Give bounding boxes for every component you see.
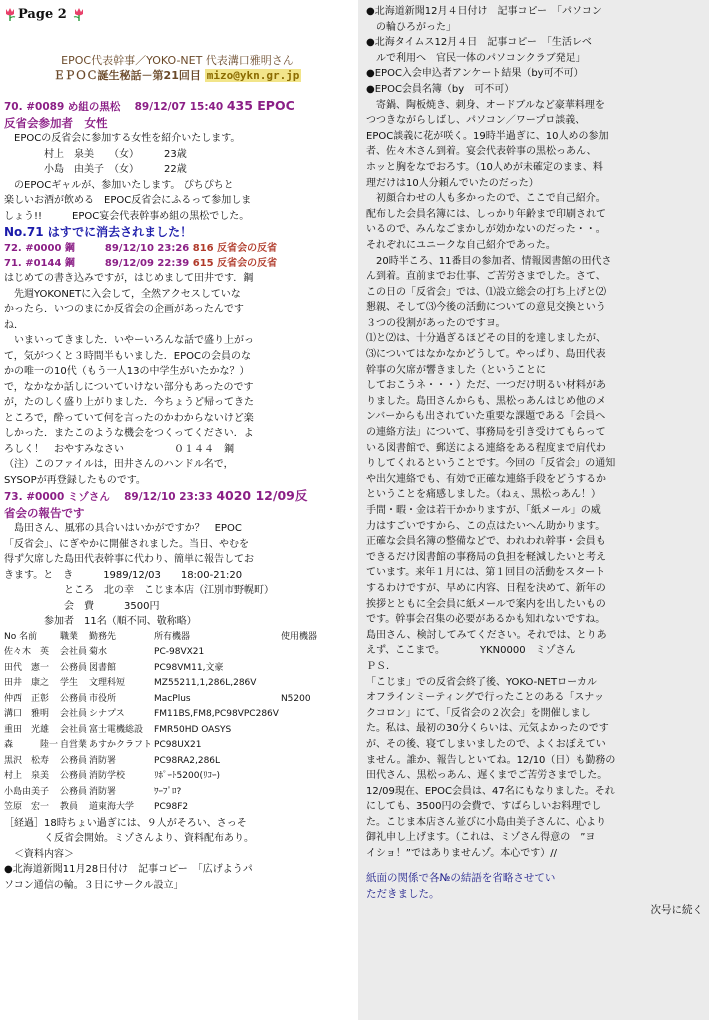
post-71-body: はじめての書き込みですが，はじめまして田井です．鋼 先週YOKONETに入会して，全然アクセスしていな かったら．いつのまにか反省会の企画があったんです ね． いまいってきました．いやーいろんな話で盛り上がっ て，気がつくと３時間半もいました．EPOCの会員のな かの唯一の10代（もう一人13の中学生がいたかな？） で，なかなか話しについていけない部分もあったのです が，たのしく盛り上がりました．今ちょうど帰ってきた ところで，酔っていて何を言ったのかわからないけど楽 しかった．またこのような機会をつくってください．よ ろしく！ おやすみなさい ０１４４ 鋼 （注）このファイルは，田井さんのハンドル名で， SYSOPが再登録したものです。 xyxy=(4,273,254,486)
body-line: クコロン」にて、「反省会の２次会」を開催しまし xyxy=(366,707,591,719)
member-cell: 使用機器 xyxy=(280,631,317,642)
post-73-continued xyxy=(366,4,703,862)
post-73-tail: ［経過］18時ちょい過ぎには、９人がそろい、さっそ く反省会開始。ミゾさんより、資料配布あり。 ＜資料内容＞ ●北海道新聞11月28日付け 記事コピー 「広げようパ ソコン通信の輪。３日にサークル設立」 xyxy=(4,817,254,891)
member-row xyxy=(4,769,319,785)
member-cell: 消防署 xyxy=(89,786,117,797)
member-cell: N5200 xyxy=(280,693,311,704)
body-line: この日の「反省会」では、⑴設立総会の打ち上げと⑵ xyxy=(366,286,606,298)
reply-71-header: 71. #0144 鋼 89/12/09 22:39 615 反省会の反省 xyxy=(4,258,278,269)
member-cell xyxy=(281,754,319,770)
body-line: ３つの役割があったのですヨ。 xyxy=(366,317,506,329)
member-cell: PC98RA2,286L xyxy=(154,755,221,766)
post-70-title: 反省会参加者 女性 xyxy=(4,116,108,130)
post-73-body: 島田さん、風邪の具合いはいかがですか？ EPOC 「反省会」、にぎやかに開催されました。当日、やむを 得ず欠席した島田代表幹事に代わり、簡単に報告してお きます。と き 1989/12/03 18:00-21:20 ところ 北の幸 こじま本店（江別市野幌町） 会 費 3500円 参加者 11名（順不同、敬称略） xyxy=(4,523,274,627)
body-line: 20時半ころ、11番目の参加者、情報図書館の田代さ xyxy=(366,255,612,267)
member-row xyxy=(4,800,319,816)
page-label: Page 2 xyxy=(18,6,67,22)
body-line: 御礼申し上げます。（これは、ミゾさん得意の ”ヨ xyxy=(366,832,596,844)
member-cell xyxy=(281,645,319,661)
body-line: ということを痛感しました。（ねぇ、黒松っあん！） xyxy=(366,489,601,501)
body-line: です。幹事会召集の必要があるかも知れないですね。 xyxy=(366,614,606,626)
member-cell: PC98UX21 xyxy=(154,740,202,750)
member-cell: PC98F2 xyxy=(154,802,189,812)
body-line: ＰＳ． xyxy=(366,660,396,672)
body-line: ●北海道新聞12月４日付け 記事コピー 「パソコン xyxy=(366,6,602,17)
member-cell xyxy=(281,769,319,785)
member-cell: 公務員 xyxy=(60,755,88,766)
member-cell: No 名前 xyxy=(4,631,38,642)
body-line: 12/09現在、EPOC会員は、47名にもなりました。それ xyxy=(366,785,615,797)
continued-next-issue: 次号に続く xyxy=(650,903,703,916)
author-email: mizo@ykn.gr.jp xyxy=(206,69,300,82)
post-70-header: 70. #0089 め組の黒松 89/12/07 15:40 435 EPOC xyxy=(4,98,295,113)
member-cell: 会社員 xyxy=(60,647,88,657)
member-cell xyxy=(281,800,319,816)
member-cell: ﾘﾎﾟｰﾄ5200(ﾘｺｰ) xyxy=(154,771,220,781)
body-line: 正確な会員名簿の整備などで、われわれ幹事・会員も xyxy=(366,536,606,548)
body-line: ん到着。直前までお仕事、ご苦労さまでした。さて、 xyxy=(366,271,606,283)
post-73-header: 73. #0000 ミゾさん 89/12/10 23:33 4020 12/09反 xyxy=(4,488,308,503)
body-line: ●EPOC入会申込者アンケート結果（by可不可） xyxy=(366,68,584,80)
body-line: それぞれにユニークな自己紹介であった。 xyxy=(366,239,556,251)
body-line: えず、ここまで。 YKN0000 ミゾさん xyxy=(366,645,576,657)
body-line: ルで利用へ 官民一体のパソコンクラブ発足」 xyxy=(366,52,586,64)
member-row xyxy=(4,754,319,770)
member-row xyxy=(4,645,319,661)
member-row xyxy=(4,692,319,708)
body-line: や出欠連絡でも、有効で正確な連絡手段をどうするか xyxy=(366,473,606,485)
body-line: ません。誰か、報告しといてね。12/10（日）も勤務の xyxy=(366,754,616,766)
member-cell: 田代 憲一 xyxy=(4,662,50,673)
member-cell: PC98VM11,文豪 xyxy=(154,662,224,673)
body-line: 配布した会員名簿には、しっかり年齢まで印刷されて xyxy=(366,208,606,220)
member-cell: ﾜｰﾌﾟﾛ? xyxy=(154,786,182,797)
member-cell: 図書館 xyxy=(89,662,117,673)
body-line: 「こじま」での反省会終了後、YOKO-NETローカル xyxy=(366,676,597,688)
member-cell: 公務員 xyxy=(60,662,88,673)
member-cell: 会社員 xyxy=(60,709,88,719)
body-line: の連絡方法」について、事務局を引き受けてもらって xyxy=(366,427,606,439)
body-line: た。私は、最初の30分くらいは、元気よかったのです xyxy=(366,723,609,735)
member-cell: 村上 泉美 xyxy=(4,771,50,781)
member-cell xyxy=(281,723,319,739)
member-cell: FMR50HD OASYS xyxy=(154,724,232,735)
member-row xyxy=(4,661,319,677)
member-cell: 田井 康之 xyxy=(4,678,50,688)
body-line: りました。島田さんからも、黒松っあんはじめ他のメ xyxy=(366,395,606,407)
body-line: ⑶についてはなかなかどうして。やっぱり、島田代表 xyxy=(366,349,606,361)
member-row xyxy=(4,707,319,723)
body-line: 挨拶とともに全会員に紙メールで案内を出したいもの xyxy=(366,598,606,610)
page-header xyxy=(4,4,351,24)
member-cell xyxy=(281,707,319,723)
member-cell: 公務員 xyxy=(60,786,88,797)
member-row xyxy=(4,785,319,801)
member-cell xyxy=(281,676,319,692)
member-cell: 森 陸一 xyxy=(4,740,59,750)
member-row xyxy=(4,738,319,754)
body-line: しておこうネ・・・）ただ、一つだけ明るい材料があ xyxy=(366,380,606,392)
body-line: が、その後、寝てしまいましたので、よくおぼえてい xyxy=(366,738,606,750)
member-cell: 市役所 xyxy=(89,693,117,704)
member-cell: 文理科短 xyxy=(89,678,126,688)
member-cell xyxy=(281,785,319,801)
member-cell: 会社員 xyxy=(60,724,88,735)
body-line: いるので、みんなごまかしが効かないのだった・・。 xyxy=(366,224,606,236)
member-cell: 自営業 xyxy=(60,740,88,750)
body-line: の輪ひろがった」 xyxy=(366,21,456,33)
body-line: いる図書館で、郵送による連絡をある程度まで肩代わ xyxy=(366,442,606,454)
tulip-icon-left xyxy=(4,7,16,21)
article-kicker: EPOC代表幹事／YOKO-NET 代表溝口雅明さん xyxy=(61,54,294,67)
post-71-deleted-notice: No.71 はすでに消去されました！ xyxy=(4,225,193,239)
member-cell: 佐々木 英 xyxy=(4,647,50,657)
body-line: ●EPOC会員名簿（by 可不可） xyxy=(366,83,515,95)
member-cell: シナプス xyxy=(89,709,125,719)
body-line: 力はすごいですから、この点はたいへん助かります。 xyxy=(366,520,606,532)
body-line: ホッと胸をなでおろす。（10人めが未確定のまま、料 xyxy=(366,161,603,173)
member-row xyxy=(4,723,319,739)
member-cell xyxy=(281,661,319,677)
body-line: ています。来年１月には、第１回目の活動をスタート xyxy=(366,567,606,579)
body-line: 幹事の欠席が響きました（ということに xyxy=(366,364,546,376)
member-cell: 消防学校 xyxy=(89,771,126,781)
body-line: 田代さん、黒松っあん、遅くまでご苦労さまでした。 xyxy=(366,770,608,782)
member-cell: 公務員 xyxy=(60,771,88,781)
member-cell: あすかクラフト xyxy=(89,740,153,750)
body-line: イショ！”ではありませんゾ。本心です）// xyxy=(366,848,558,860)
body-line: つつきながらしばし、パソコン／ワープロ談義、 xyxy=(366,115,586,127)
member-cell: 所有機器 xyxy=(154,631,191,642)
member-cell: FM11BS,FM8,PC98VPC286V xyxy=(154,709,279,719)
body-line: 初顔合わせの人も多かったので、ここで自己紹介。 xyxy=(366,193,606,205)
body-line: 島田さん、検討してみてください。それでは、とりあ xyxy=(366,629,607,641)
member-cell: 笠原 宏一 xyxy=(4,802,50,812)
series-title: ＥＰＯＣ誕生秘話－第21回目 xyxy=(53,69,201,82)
member-cell: 消防署 xyxy=(89,755,117,766)
body-line: た。こじま本店さん並びに小島由美子さんに、心より xyxy=(366,816,606,828)
member-cell: 菊水 xyxy=(89,647,108,657)
member-cell: 学生 xyxy=(60,678,79,688)
body-line: 懇親、そして⑶今後の活動についての意見交換という xyxy=(366,302,606,314)
member-cell: 溝口 雅明 xyxy=(4,709,50,719)
body-line: ●北海タイムス12月４日 記事コピー 「生活レベ xyxy=(366,37,592,49)
member-cell: 黒沢 松寿 xyxy=(4,755,50,766)
body-line: できるだけ図書館の事務局の負担を軽減したいと考え xyxy=(366,551,606,563)
member-cell: 富士電機総設 xyxy=(89,724,144,735)
body-line: オフラインミーティングで行ったことのある「スナッ xyxy=(366,692,604,704)
member-cell: MZ55211,1,286L,286V xyxy=(154,678,257,688)
member-cell: 教員 xyxy=(60,802,79,812)
tulip-icon-right xyxy=(73,7,85,21)
body-line: ⑴と⑵は、十分過ぎるほどその目的を達しましたが、 xyxy=(366,333,606,345)
body-line: 寄鍋、陶板焼き、刺身、オードブルなど豪華料理を xyxy=(366,99,605,111)
body-line: ンバーからも出されていた重要な課題である「会員へ xyxy=(366,411,606,423)
body-line: にしても、3500円の会費で、すばらしいお料理でし xyxy=(366,801,602,813)
body-line: EPOC談義に花が咲く。19時半過ぎに、10人めの参加 xyxy=(366,130,609,142)
body-line: りしてくれるということです。今回の「反省会」の通知 xyxy=(366,458,616,470)
member-cell: 職業 xyxy=(60,631,79,642)
member-cell: 小島由美子 xyxy=(4,786,50,797)
body-line: するわけですが、早めに内容、日程を決めて、新年の xyxy=(366,582,606,594)
member-cell: 勤務先 xyxy=(89,631,117,642)
member-table xyxy=(4,630,319,816)
article-subtitle xyxy=(4,68,351,84)
post-70-body: EPOCの反省会に参加する女性を紹介いたします。 村上 泉美 （女） 23歳 小島 由美子 （女） 22歳 のEPOCギャルが、参加いたします。 ぴちぴちと 楽しいお酒が飲める EPOC反省会にふるって参加しま しょう!! EPOC宴会代表幹事め組の黒松でした。 xyxy=(4,133,252,222)
member-cell: 仲西 正彰 xyxy=(4,693,50,704)
member-cell: 公務員 xyxy=(60,693,88,704)
body-line: 理だけは10人分頼んでいたのだった） xyxy=(366,177,539,189)
member-cell: 重田 光雄 xyxy=(4,724,50,735)
body-line: 者、佐々木さん到着。宴会代表幹事の黒松っあん、 xyxy=(366,146,597,158)
right-column xyxy=(358,0,709,1020)
member-table-header xyxy=(4,630,319,646)
member-cell: MacPlus xyxy=(154,693,191,704)
member-cell xyxy=(281,738,319,754)
post-73-title: 省会の報告です xyxy=(4,506,85,520)
member-cell: 道東海大学 xyxy=(89,802,135,812)
member-row xyxy=(4,676,319,692)
editor-note: 紙面の関係で各№の結語を省略させてい ただきました。 xyxy=(366,871,556,900)
member-cell: PC-98VX21 xyxy=(154,647,205,657)
reply-72-header: 72. #0000 鋼 89/12/10 23:26 816 反省会の反省 xyxy=(4,243,278,254)
body-line: 手間・暇・金は若干かかりますが、「紙メール」の威 xyxy=(366,505,601,516)
